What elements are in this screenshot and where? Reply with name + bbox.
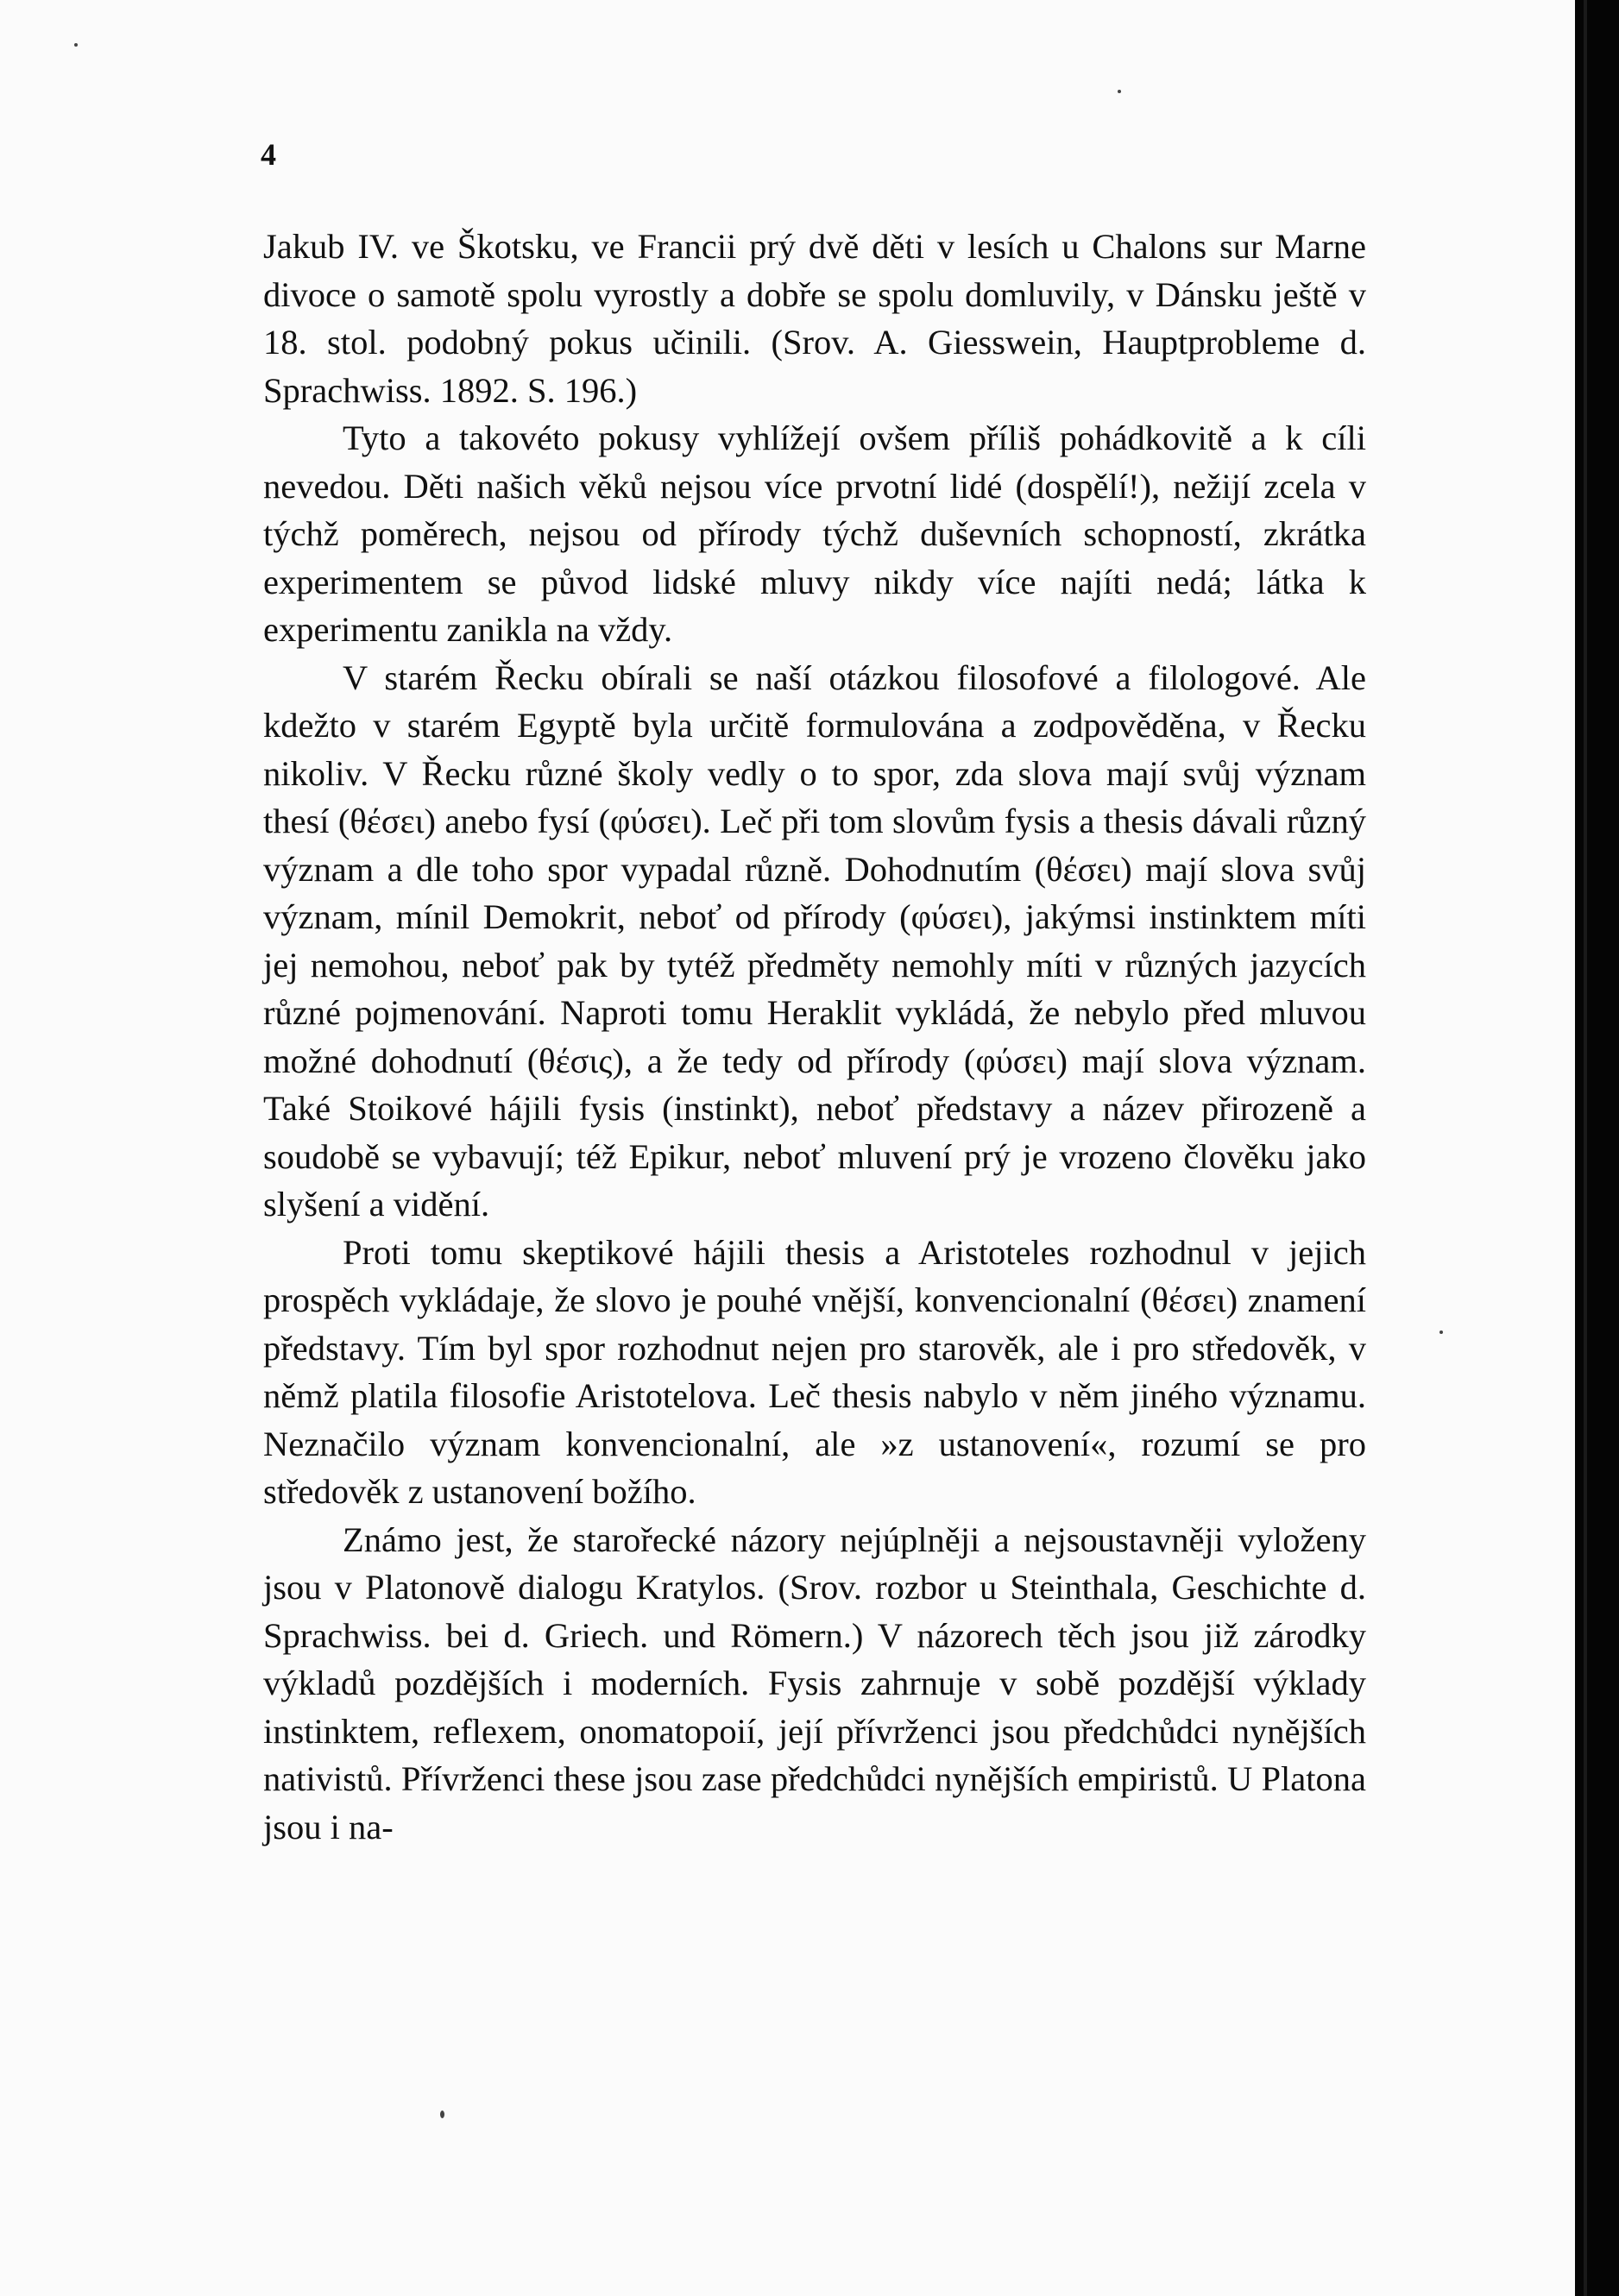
scan-edge-line [1584, 0, 1587, 2296]
paragraph-1: Jakub IV. ve Škotsku, ve Francii prý dvě děti v lesích u Chalons sur Marne divoce o samotě spolu vyrostly a dobře se spolu domluvily, v Dánsku ještě v 18. stol. podobný pokus učinili. (Srov. A. Giesswein, Hauptprobleme d. Sprachwiss. 1892. S. 196.) [263, 227, 1366, 410]
paragraph-4: Proti tomu skeptikové hájili thesis a Aristoteles rozhodnul v jejich prospěch vykládaje, že slovo je pouhé vnější, konvencionalní (θέσει) znamení představy. Tím byl spor rozhodnut nejen pro starověk, ale i pro středověk, v němž platila filosofie Aristotelova. Leč thesis nabylo v něm jiného významu. Neznačilo význam konvencionalní, ale »z ustanovení«, rozumí se pro středověk z ustanovení božího. [263, 1232, 1366, 1511]
scan-speck [1118, 90, 1121, 93]
paragraph-3: V starém Řecku obírali se naší otázkou filosofové a filologové. Ale kdežto v starém Egyptě byla určitě formulována a zodpověděna, v Řecku nikoliv. V Řecku různé školy vedly o to spor, zda slova mají svůj význam thesí (θέσει) anebo fysí (φύσει). Leč při tom slovům fysis a thesis dávali různý význam a dle toho spor vypadal různě. Dohodnutím (θέσει) mají slova svůj význam, mínil Demokrit, neboť od přírody (φύσει), jakýmsi instinktem míti jej nemohou, neboť pak by tytéž předměty nemohly míti v různých jazycích různé pojmenování. Naproti tomu Heraklit vykládá, že nebylo před mluvou možné dohodnutí (θέσις), a že tedy od přírody (φύσει) mají slova význam. Také Stoikové hájili fysis (instinkt), neboť představy a název přirozeně a soudobě se vybavují; též Epikur, neboť mluvení prý je vrozeno člověku jako slyšení a vidění. [263, 657, 1366, 1223]
scan-speck [1439, 1330, 1443, 1334]
paragraph-5: Známo jest, že starořecké názory nejúplněji a nejsoustavněji vyloženy jsou v Platonově dialogu Kratylos. (Srov. rozbor u Steinthala, Geschichte d. Sprachwiss. bei d. Griech. und Römern.) V názorech těch jsou již zárodky výkladů pozdějších i moderních. Fysis zahrnuje v sobě pozdější výklady instinktem, reflexem, onomatopoií, její přívrženci jsou předchůdci nynějších nativistů. Přívrženci these jsou zase předchůdci nynějších empiristů. U Platona jsou i na- [263, 1519, 1366, 1846]
body-text [263, 223, 1366, 1851]
paragraph-2: Tyto a takovéto pokusy vyhlížejí ovšem příliš pohádkovitě a k cíli nevedou. Děti našich věků nejsou více prvotní lidé (dospělí!), nežijí zcela v týchž poměrech, nejsou od přírody týchž duševních schopností, zkrátka experimentem se původ lidské mluvy nikdy více najíti nedá; látka k experimentu zanikla na vždy. [263, 418, 1366, 649]
scan-speck [440, 2110, 444, 2118]
scan-speck [74, 43, 78, 47]
scan-edge [1575, 0, 1619, 2296]
page-number: 4 [261, 137, 276, 172]
